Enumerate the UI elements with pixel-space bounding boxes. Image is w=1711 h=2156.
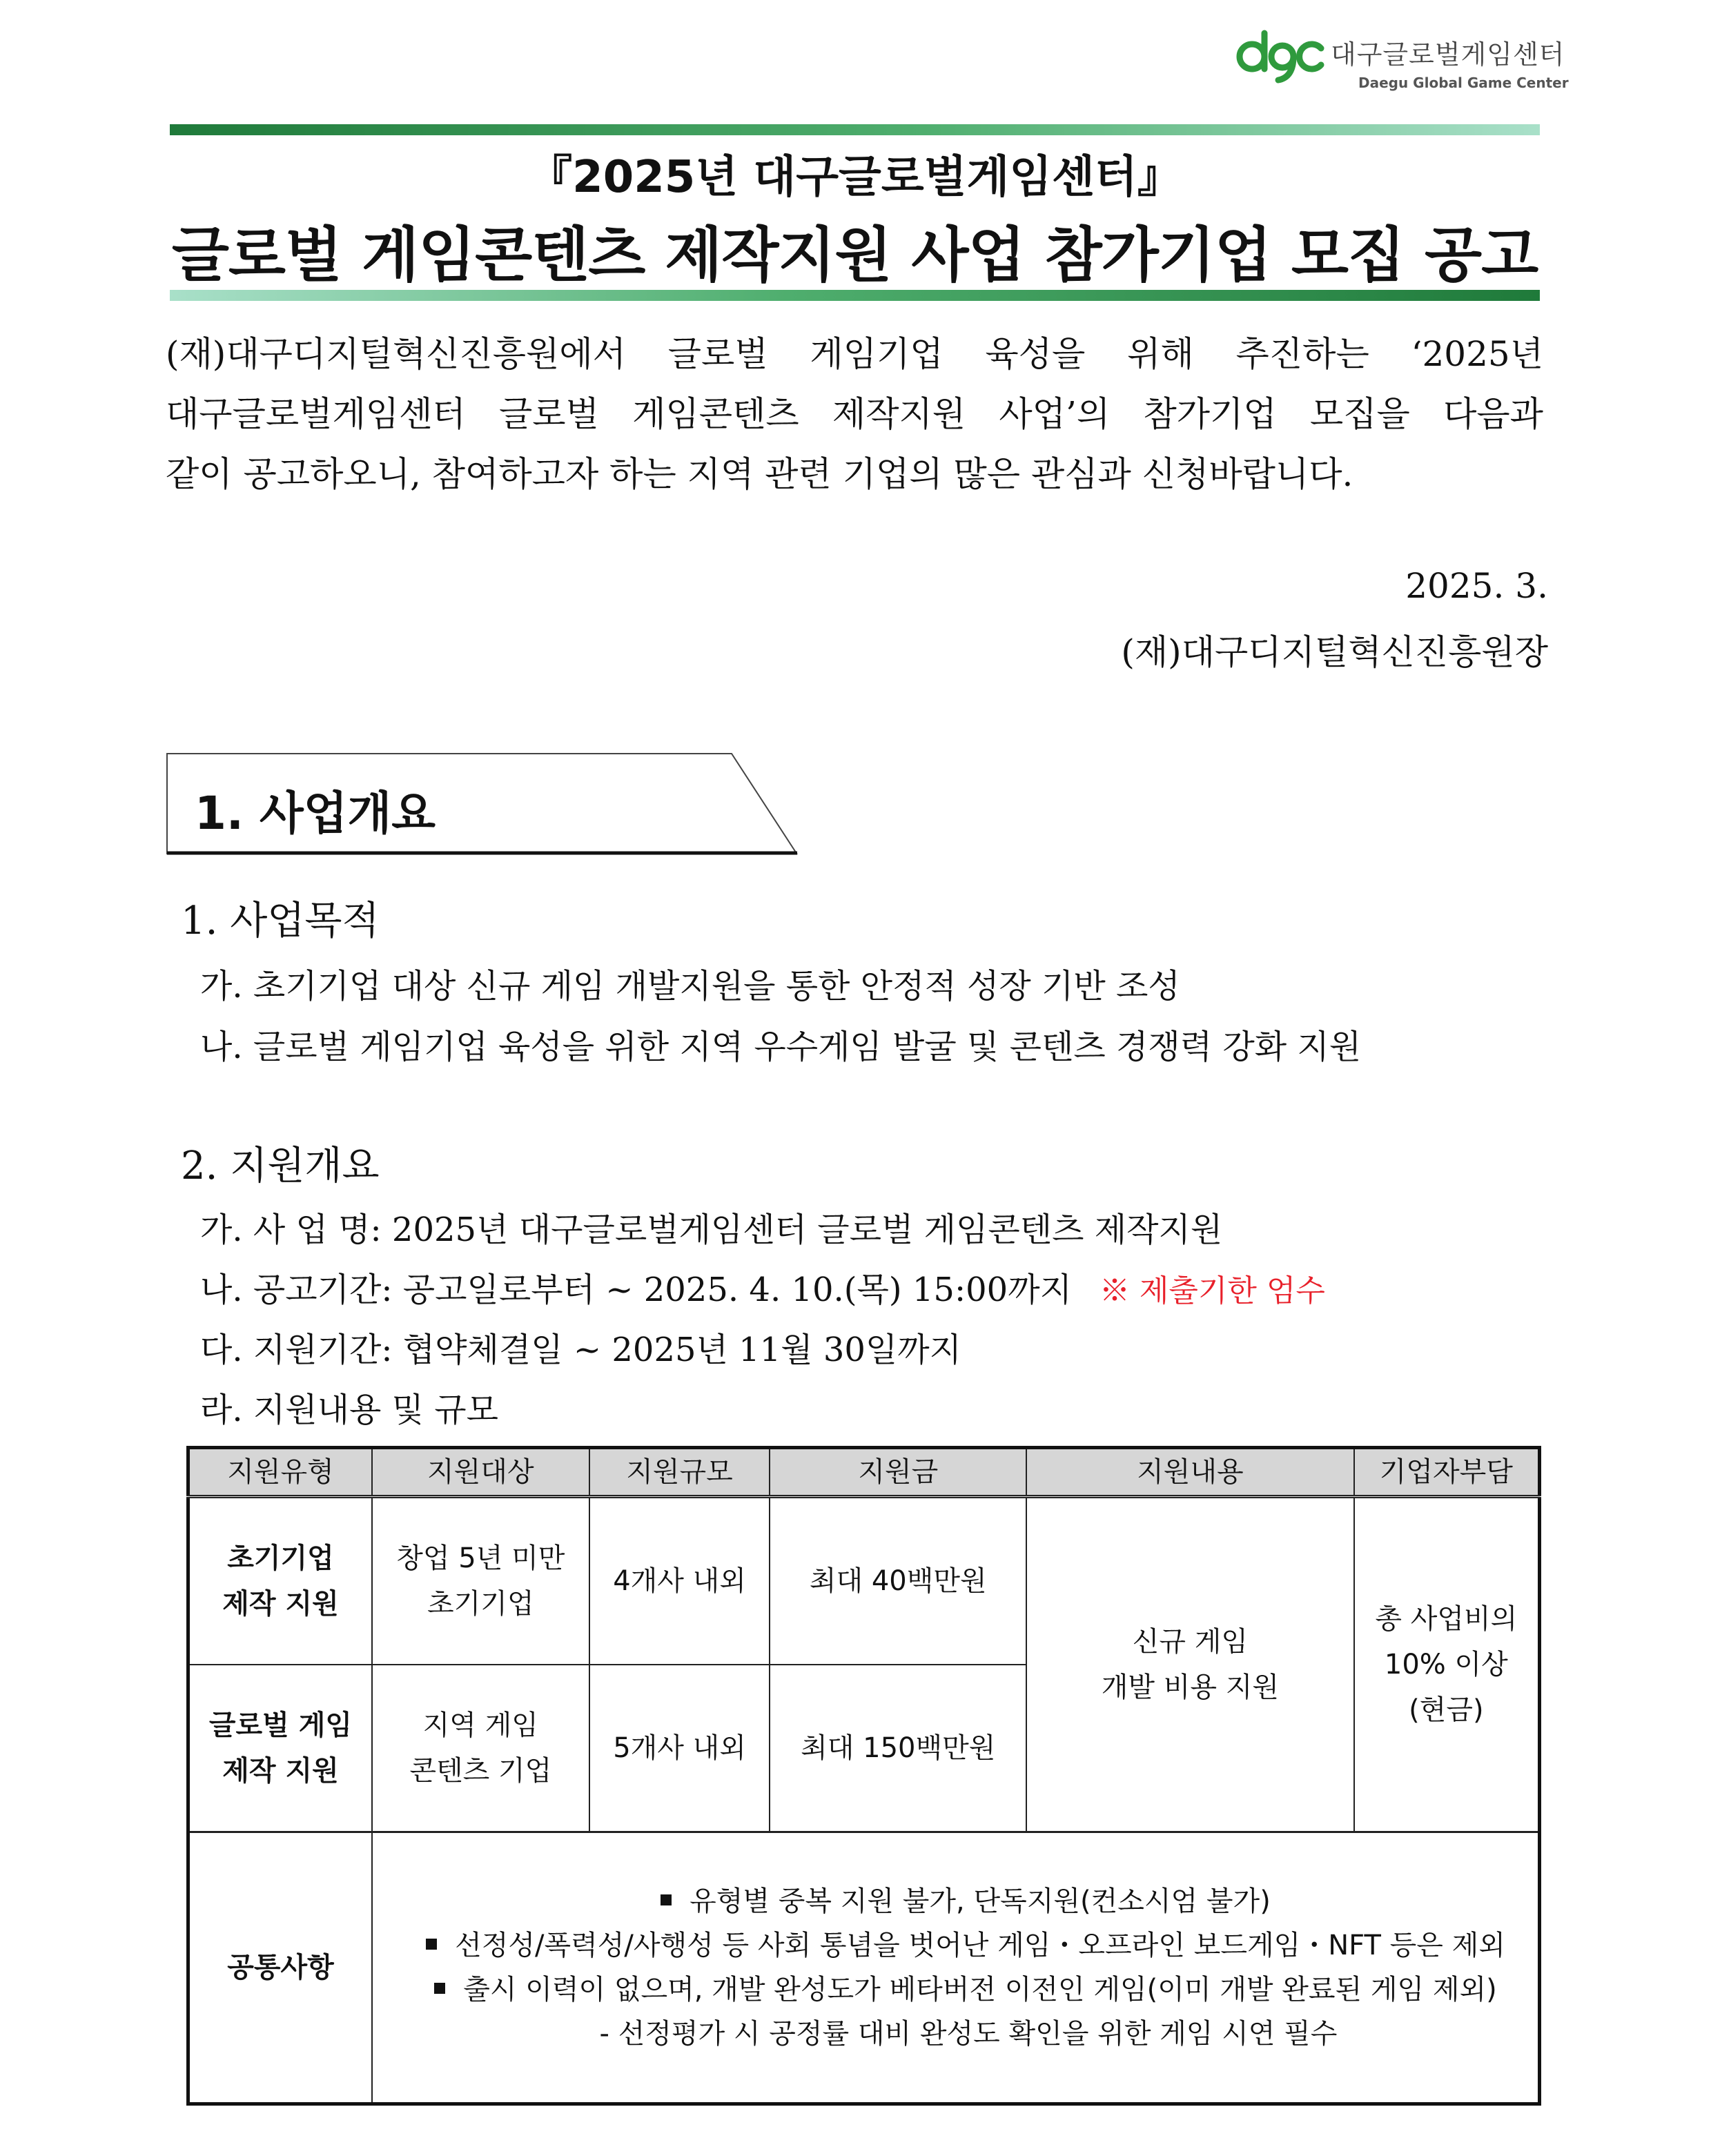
- table-row-common: [188, 1832, 1540, 2104]
- cell-text: 개발 비용 지원: [1101, 1672, 1280, 1703]
- title-top-bar: [170, 124, 1540, 135]
- bullet-square-icon: [426, 1939, 437, 1950]
- cell-text: 글로벌 게임: [208, 1709, 353, 1741]
- support-target-cell: [372, 1497, 589, 1665]
- support-content-cell: [1026, 1497, 1354, 1832]
- cell-text: 제작 지원: [222, 1755, 339, 1787]
- purpose-item: 나. 글로벌 게임기업 육성을 위한 지역 우수게임 발굴 및 콘텐츠 경쟁력 강화 지원: [200, 1028, 1362, 1066]
- cell-text: 신규 게임: [1132, 1626, 1249, 1658]
- announcement-period: 나. 공고기간: 공고일로부터 ~ 2025. 4. 10.(목) 15:00까지: [200, 1271, 1072, 1309]
- cell-text: 콘텐츠 기업: [409, 1755, 552, 1787]
- support-type-cell: [188, 1665, 372, 1832]
- intro-line: (재)대구디지털혁신진흥원에서 글로벌 게임기업 육성을 위해 추진하는 ‘2025년: [166, 334, 1543, 374]
- table-row: [188, 1497, 1540, 1665]
- intro-paragraph: [166, 324, 1543, 504]
- section-title: 1. 사업개요: [195, 787, 436, 840]
- column-header: 지원규모: [589, 1448, 770, 1497]
- support-fund-cell: 최대 40백만원: [770, 1497, 1026, 1665]
- logo: [1235, 21, 1569, 97]
- section-header: [166, 752, 801, 856]
- overview-item-period: [200, 1263, 1325, 1311]
- support-target-cell: [372, 1665, 589, 1832]
- list-item: [393, 1879, 1538, 1923]
- list-item-text: 선정성/폭력성/사행성 등 사회 통념을 벗어난 게임・오프라인 보드게임・NFT 등은 제외: [455, 1930, 1505, 1961]
- company-burden-cell: [1354, 1497, 1540, 1832]
- cell-text: 총 사업비의: [1375, 1603, 1518, 1635]
- bullet-square-icon: [434, 1983, 445, 1994]
- list-sub-item: - 선정평가 시 공정률 대비 완성도 확인을 위한 게임 시연 필수: [599, 2018, 1338, 2050]
- bullet-square-icon: [661, 1894, 672, 1905]
- title-bottom-bar: [170, 290, 1540, 301]
- issuing-organization: (재)대구디지털혁신진흥원장: [1121, 632, 1548, 672]
- purpose-item: 가. 초기기업 대상 신규 게임 개발지원을 통한 안정적 성장 기반 조성: [200, 967, 1180, 1006]
- cell-text: 초기기업: [227, 1542, 334, 1574]
- cell-text: 창업 5년 미만: [396, 1542, 565, 1574]
- overview-item-support-period: 다. 지원기간: 협약체결일 ~ 2025년 11월 30일까지: [200, 1331, 962, 1369]
- page-title: 글로벌 게임콘텐츠 제작지원 사업 참가기업 모집 공고: [171, 221, 1538, 290]
- intro-line: 대구글로벌게임센터 글로벌 게임콘텐츠 제작지원 사업’의 참가기업 모집을 다음과: [166, 394, 1543, 434]
- overview-item-name: 가. 사 업 명: 2025년 대구글로벌게임센터 글로벌 게임콘텐츠 제작지원: [200, 1211, 1223, 1249]
- cell-text: 초기기업: [427, 1588, 534, 1620]
- announcement-date: 2025. 3.: [1405, 566, 1548, 606]
- list-item: [393, 1968, 1538, 2012]
- common-items-cell: [372, 1832, 1540, 2104]
- cell-text: (현금): [1409, 1694, 1484, 1726]
- title-subheading: 『2025년 대구글로벌게임센터』: [528, 152, 1182, 203]
- support-type-cell: [188, 1497, 372, 1665]
- deadline-note: ※ 제출기한 엄수: [1099, 1273, 1325, 1309]
- list-item-text: 출시 이력이 없으며, 개발 완성도가 베타버전 이전인 게임(이미 개발 완료된 게임 제외): [463, 1974, 1497, 2006]
- logo-english-name: Daegu Global Game Center: [1358, 75, 1569, 91]
- column-header: 지원유형: [188, 1448, 372, 1497]
- column-header: 지원금: [770, 1448, 1026, 1497]
- cell-text: 10% 이상: [1384, 1649, 1508, 1680]
- column-header: 기업자부담: [1354, 1448, 1540, 1497]
- support-table: [186, 1446, 1541, 2106]
- cell-text: 지역 게임: [422, 1709, 538, 1741]
- table-header-row: [188, 1448, 1540, 1497]
- logo-korean-name: 대구글로벌게임센터: [1331, 39, 1565, 70]
- dgc-logo-icon: [1235, 21, 1325, 90]
- column-header: 지원대상: [372, 1448, 589, 1497]
- column-header: 지원내용: [1026, 1448, 1354, 1497]
- support-scale-cell: 5개사 내외: [589, 1665, 770, 1832]
- support-scale-cell: 4개사 내외: [589, 1497, 770, 1665]
- common-label-cell: 공통사항: [188, 1832, 372, 2104]
- cell-text: 제작 지원: [222, 1588, 339, 1620]
- list-item-text: 유형별 중복 지원 불가, 단독지원(컨소시엄 불가): [690, 1885, 1271, 1917]
- overview-heading: 2. 지원개요: [181, 1144, 380, 1188]
- list-item: [393, 1923, 1538, 1968]
- support-fund-cell: 최대 150백만원: [770, 1665, 1026, 1832]
- purpose-heading: 1. 사업목적: [181, 899, 380, 943]
- overview-item-scale: 라. 지원내용 및 규모: [200, 1391, 498, 1429]
- intro-line: 같이 공고하오니, 참여하고자 하는 지역 관련 기업의 많은 관심과 신청바랍니다.: [166, 454, 1353, 494]
